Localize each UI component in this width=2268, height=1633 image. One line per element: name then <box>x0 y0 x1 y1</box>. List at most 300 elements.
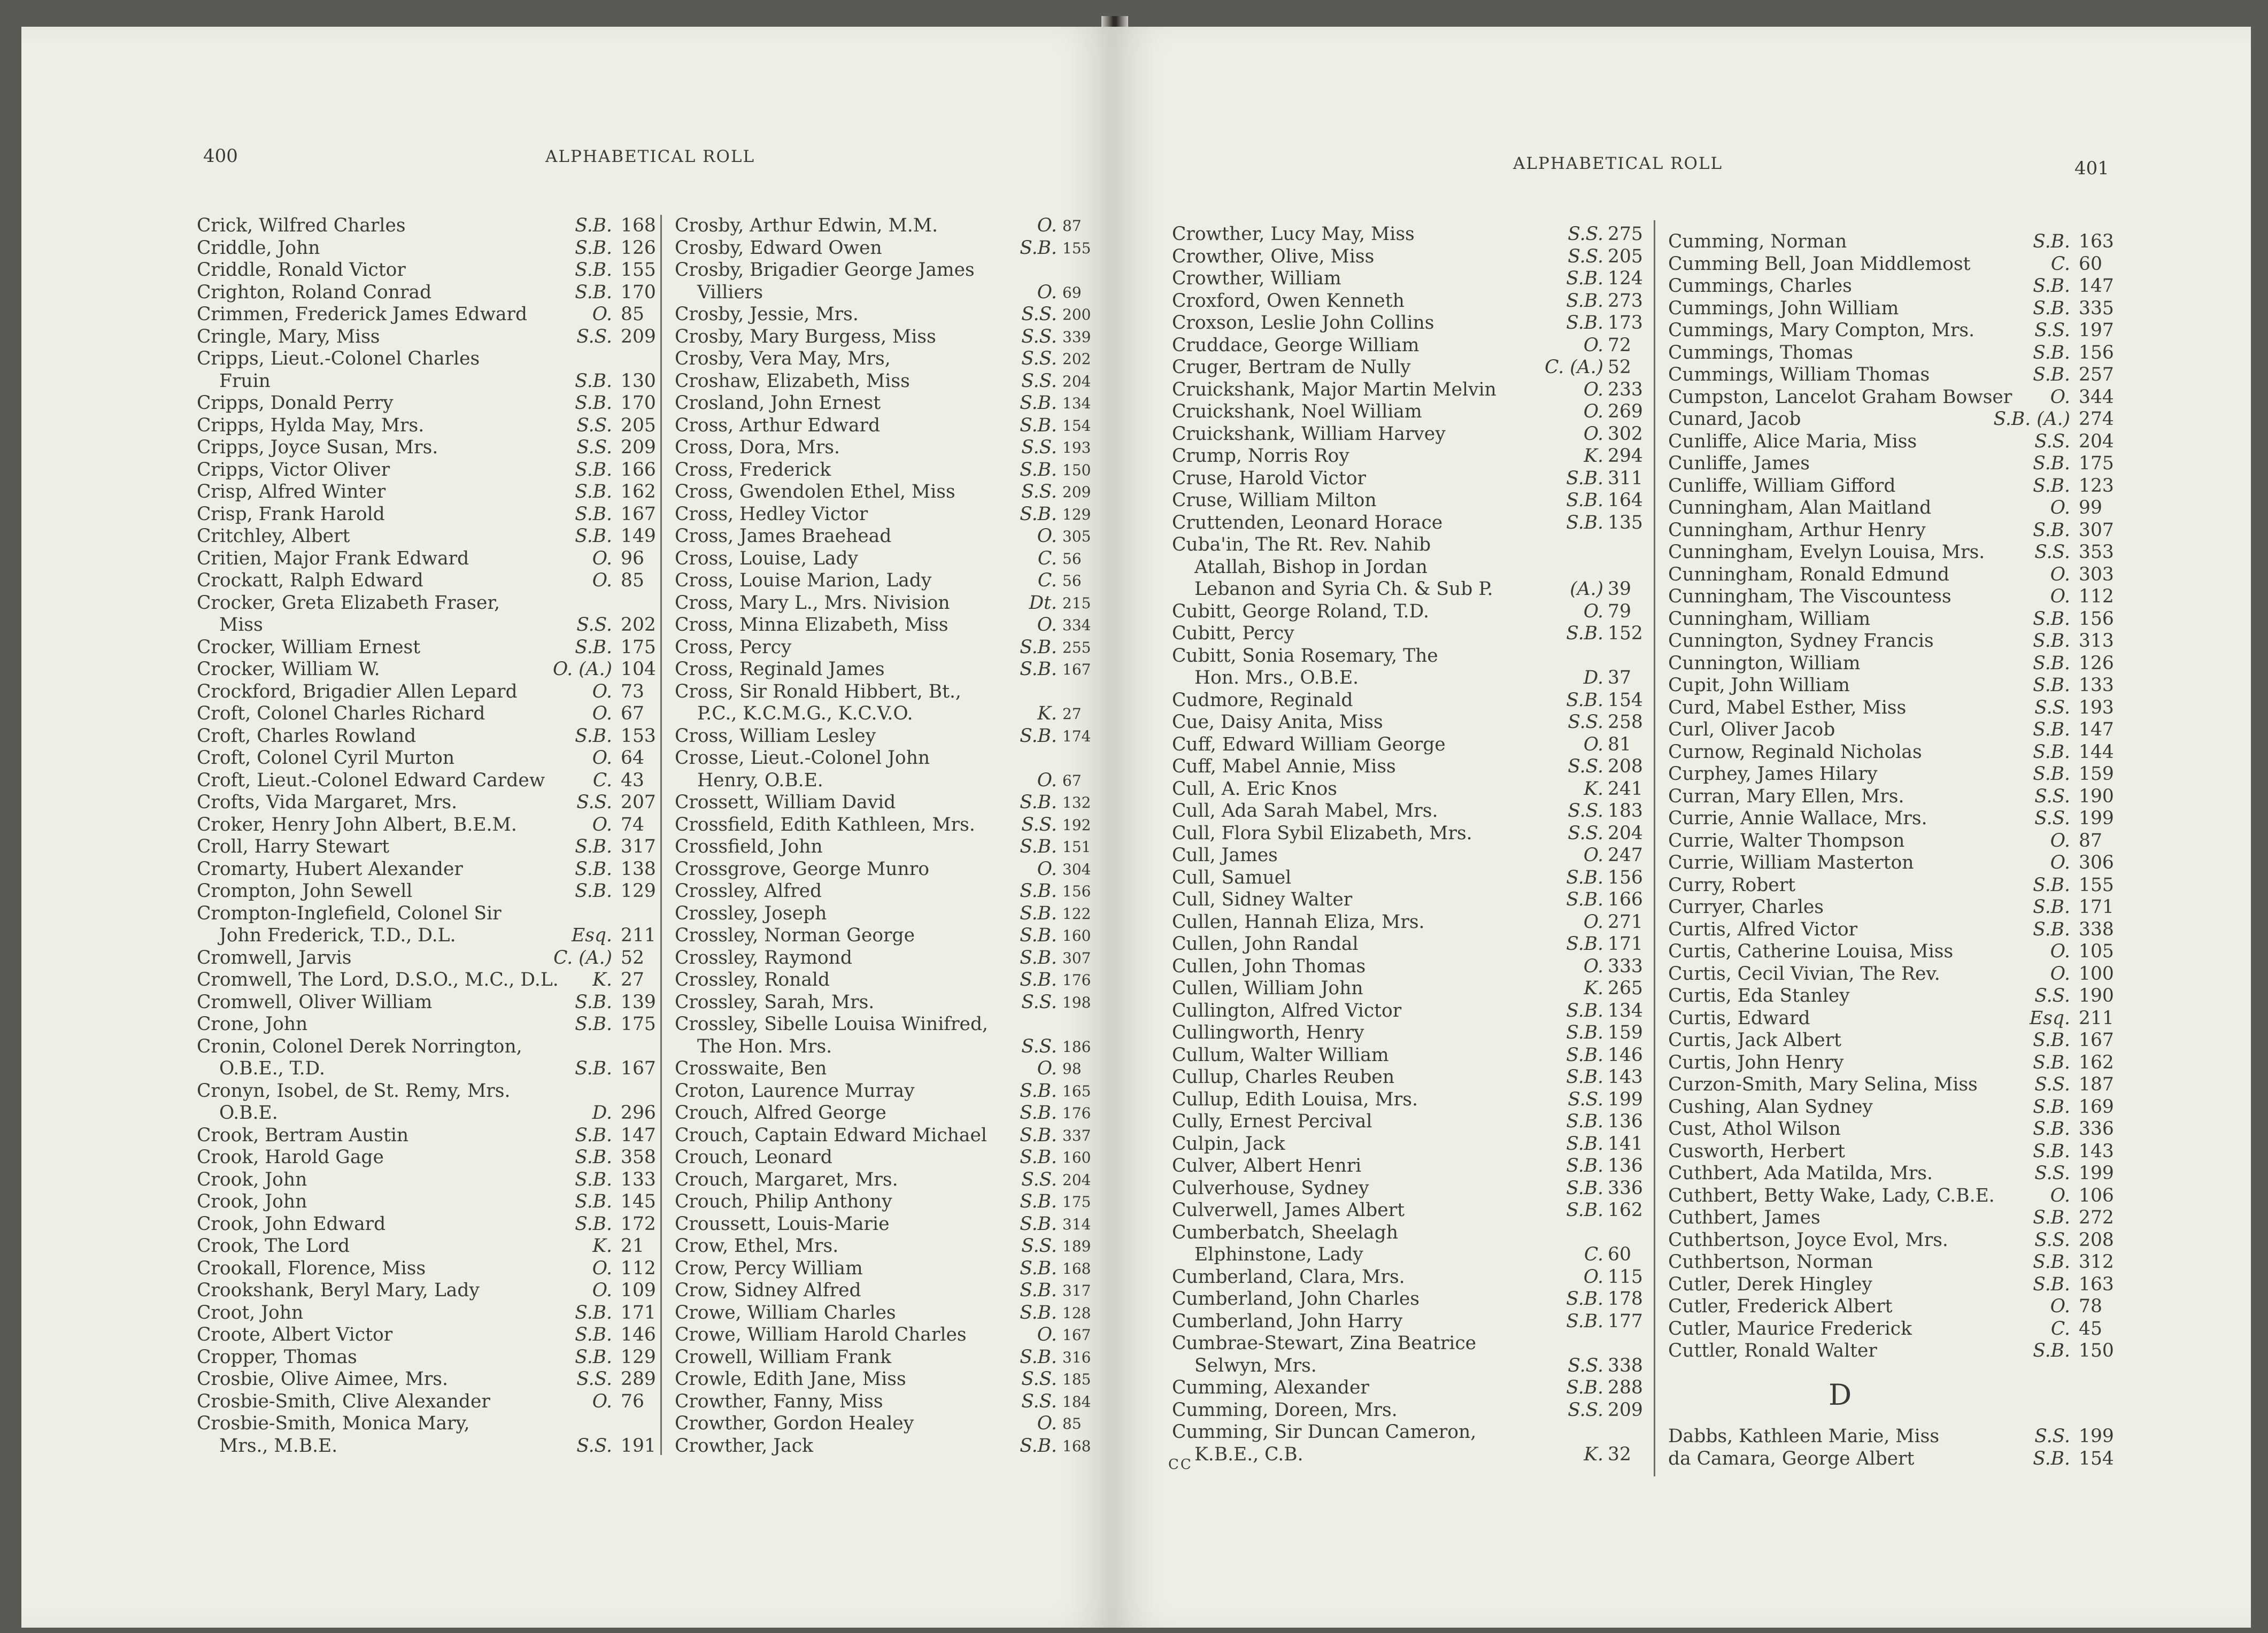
entry-page: 296 <box>621 1102 656 1124</box>
entry-page: 155 <box>2079 874 2114 896</box>
index-entry <box>197 1191 654 1213</box>
entry-name: Crookall, Florence, Miss <box>197 1257 426 1279</box>
entry-page: 69 <box>1062 283 1082 301</box>
entry-name: Cully, Ernest Percival <box>1172 1111 1372 1132</box>
index-entry <box>1668 852 2112 874</box>
entry-page: 271 <box>1608 911 1643 933</box>
entry-class: S.S. <box>1568 1355 1603 1376</box>
entry-name: Crosby, Arthur Edwin, M.M. <box>675 215 938 236</box>
entry-page: 163 <box>2079 231 2114 252</box>
entry-page: 257 <box>2079 364 2114 385</box>
entry-class: S.B. <box>575 237 612 259</box>
entry-class: S.B. <box>1020 969 1057 990</box>
index-entry <box>675 326 1094 349</box>
entry-class: O. <box>2050 830 2070 852</box>
entry-name: Critchley, Albert <box>197 525 350 547</box>
entry-page: 167 <box>621 1058 656 1079</box>
entry-page: 52 <box>621 947 644 969</box>
entry-name: Crossley, Raymond <box>675 947 852 969</box>
entry-class: S.B. <box>1020 1080 1057 1102</box>
entry-class: S.S. <box>1568 800 1603 822</box>
entry-page: 334 <box>1062 616 1091 634</box>
entry-class: S.B. <box>1020 1257 1057 1279</box>
index-entry <box>675 481 1094 504</box>
entry-page: 32 <box>1608 1443 1631 1465</box>
entry-page: 307 <box>1062 949 1091 967</box>
entry-page: 174 <box>1062 727 1091 745</box>
entry-class: S.S. <box>1021 304 1057 325</box>
entry-class: O. (A.) <box>553 659 612 680</box>
index-entry <box>1668 653 2112 675</box>
entry-page: 289 <box>621 1368 656 1390</box>
entry-class: S.B. <box>1566 933 1603 955</box>
entry-continuation <box>197 1435 654 1458</box>
entry-name: Cunliffe, James <box>1668 453 1810 474</box>
entry-class: O. <box>1583 845 1603 866</box>
entry-name: Atallah, Bishop in Jordan <box>1194 556 1428 578</box>
entry-page: 128 <box>1062 1304 1091 1322</box>
entry-name: Culver, Albert Henri <box>1172 1155 1362 1177</box>
entry-name: Cupit, John William <box>1668 675 1850 696</box>
entry-name: Cummings, Charles <box>1668 275 1852 297</box>
index-entry <box>1668 1340 2112 1363</box>
entry-name: Cross, Louise, Lady <box>675 547 859 569</box>
entry-name: Crossgrove, George Munro <box>675 858 929 880</box>
entry-name: Cromwell, The Lord, D.S.O., M.C., D.L. <box>197 969 559 990</box>
entry-continuation <box>675 1036 1094 1058</box>
entry-class: S.B. <box>1020 659 1057 680</box>
entry-name: Croxford, Owen Kenneth <box>1172 290 1405 312</box>
entry-class: S.S. <box>1568 711 1603 733</box>
entry-name: Hon. Mrs., O.B.E. <box>1194 667 1359 688</box>
index-entry <box>197 525 654 548</box>
index-entry <box>197 459 654 482</box>
entry-name: Criddle, John <box>197 237 320 259</box>
entry-continuation <box>675 703 1094 725</box>
entry-name: Cruickshank, Major Martin Melvin <box>1172 378 1496 400</box>
entry-class: O. <box>592 814 612 835</box>
index-entry <box>197 1235 654 1258</box>
entry-page: 255 <box>1062 638 1091 656</box>
entry-page: 193 <box>1062 439 1091 456</box>
index-entry <box>197 548 654 570</box>
entry-name: Cull, Samuel <box>1172 866 1292 888</box>
index-entry <box>675 592 1094 615</box>
entry-class: S.B. <box>1020 459 1057 481</box>
entry-class: S.S. <box>1021 370 1057 392</box>
entry-name: Crowe, William Harold Charles <box>675 1324 967 1345</box>
entry-name: Lebanon and Syria Ch. & Sub P. <box>1194 578 1493 600</box>
entry-class: S.S. <box>576 414 612 436</box>
entry-class: K. <box>1584 445 1603 467</box>
index-entry <box>675 969 1094 992</box>
entry-page: 207 <box>621 792 656 813</box>
index-entry <box>1668 1251 2112 1274</box>
entry-page: 169 <box>2079 1096 2114 1118</box>
entry-page: 85 <box>621 304 644 325</box>
entry-name: Cross, Arthur Edward <box>675 414 881 436</box>
entry-page: 306 <box>2079 852 2114 873</box>
entry-page: 56 <box>1062 572 1082 590</box>
index-entry <box>197 282 654 304</box>
entry-class: O. <box>1583 911 1603 933</box>
entry-class: O. <box>1037 1058 1057 1079</box>
entry-class: S.B. <box>575 1013 612 1035</box>
entry-page: 215 <box>1062 594 1091 612</box>
entry-name: Crow, Percy William <box>675 1257 863 1279</box>
entry-class: K. <box>1584 1443 1603 1465</box>
entry-name: Cummings, William Thomas <box>1668 364 1930 385</box>
entry-class: S.B. <box>1020 1346 1057 1368</box>
entry-page: 338 <box>2079 918 2114 940</box>
index-entry <box>197 703 654 725</box>
entry-page: 99 <box>2079 497 2102 518</box>
entry-page: 135 <box>1608 512 1643 533</box>
right-page <box>1112 27 2251 1628</box>
entry-class: O. <box>2050 1296 2070 1317</box>
index-entry <box>197 437 654 459</box>
entry-class: S.B. <box>1566 1310 1603 1332</box>
entry-name: Crouch, Alfred George <box>675 1102 886 1124</box>
entry-class: S.B. <box>575 1058 612 1079</box>
index-entry <box>197 969 654 992</box>
index-entry <box>1668 786 2112 808</box>
entry-page: 163 <box>2079 1273 2114 1295</box>
entry-page: 303 <box>2079 563 2114 585</box>
entry-class: S.B. <box>2033 297 2070 319</box>
entry-name: Crighton, Roland Conrad <box>197 281 432 303</box>
entry-class: S.B. <box>575 525 612 547</box>
entry-class: S.S. <box>576 326 612 347</box>
entry-page: 162 <box>2079 1051 2114 1073</box>
entry-name: Cullum, Walter William <box>1172 1044 1389 1066</box>
entry-page: 52 <box>1608 357 1631 378</box>
entry-name: Croton, Laurence Murray <box>675 1080 915 1102</box>
index-entry <box>1668 808 2112 830</box>
entry-name: Cull, Flora Sybil Elizabeth, Mrs. <box>1172 822 1472 844</box>
entry-page: 105 <box>2079 941 2114 962</box>
entry-page: 152 <box>1608 623 1643 644</box>
entry-class: S.B. <box>575 281 612 303</box>
entry-name: Cummings, Mary Compton, Mrs. <box>1668 320 1975 341</box>
index-entry <box>1668 253 2112 276</box>
entry-page: 96 <box>621 547 644 569</box>
entry-page: 205 <box>1608 245 1643 267</box>
index-entry <box>1172 357 1640 379</box>
index-entry <box>675 1302 1094 1325</box>
entry-page: 130 <box>621 370 656 392</box>
entry-page: 146 <box>1608 1044 1643 1066</box>
entry-class: S.B. <box>2033 896 2070 918</box>
entry-page: 202 <box>1062 350 1091 368</box>
entry-name: Curzon-Smith, Mary Selina, Miss <box>1668 1074 1978 1095</box>
entry-name: The Hon. Mrs. <box>697 1035 832 1057</box>
entry-name: Cumming, Sir Duncan Cameron, <box>1172 1421 1477 1443</box>
entry-name: Curnow, Reginald Nicholas <box>1668 741 1922 763</box>
index-entry <box>1668 1096 2112 1119</box>
entry-class: O. <box>2050 852 2070 873</box>
index-entry <box>675 814 1094 837</box>
index-entry <box>1668 985 2112 1008</box>
entry-name: Crossfield, John <box>675 836 823 857</box>
index-column-right-1 <box>1172 223 1643 1466</box>
entry-name: Cumberland, John Harry <box>1172 1310 1403 1332</box>
entry-page: 156 <box>1608 866 1643 888</box>
entry-name: Culverhouse, Sydney <box>1172 1177 1369 1199</box>
entry-name: Crowle, Edith Jane, Miss <box>675 1368 906 1390</box>
index-entry <box>675 1213 1094 1236</box>
entry-page: 141 <box>1608 1133 1643 1155</box>
entry-name: Elphinstone, Lady <box>1194 1244 1363 1265</box>
entry-name: Croxson, Leslie John Collins <box>1172 312 1434 334</box>
index-entry <box>197 747 654 770</box>
entry-class: S.B. <box>1566 512 1603 533</box>
entry-class: S.B. <box>2033 231 2070 252</box>
index-entry <box>197 237 654 260</box>
entry-page: 160 <box>1062 927 1091 945</box>
index-entry <box>197 770 654 792</box>
entry-page: 151 <box>1062 838 1091 856</box>
entry-name: Cutler, Maurice Frederick <box>1668 1318 1912 1340</box>
entry-page: 126 <box>2079 652 2114 674</box>
index-entry <box>1172 1133 1643 1156</box>
entry-page: 170 <box>621 281 656 303</box>
entry-class: S.B. <box>1020 1124 1057 1146</box>
entry-class: S.B. <box>2033 719 2070 740</box>
index-entry <box>197 1258 654 1280</box>
entry-continuation <box>675 770 1094 792</box>
index-entry <box>1668 941 2112 963</box>
entry-class: S.B. <box>1020 725 1057 747</box>
entry-page: 192 <box>1062 816 1091 834</box>
entry-name: Cutler, Derek Hingley <box>1668 1273 1872 1295</box>
index-entry <box>1668 1052 2112 1074</box>
entry-page: 339 <box>1062 328 1091 346</box>
entry-class: S.B. <box>1566 623 1603 644</box>
index-entry <box>1668 675 2112 697</box>
entry-page: 185 <box>1062 1371 1091 1388</box>
entry-class: K. <box>1037 703 1057 724</box>
index-entry <box>1172 490 1643 512</box>
index-entry <box>197 880 654 903</box>
entry-class: O. <box>2050 1185 2070 1206</box>
index-entry <box>675 1191 1094 1213</box>
index-entry <box>1172 378 1643 401</box>
entry-name: Cunningham, Evelyn Louisa, Mrs. <box>1668 541 1985 563</box>
index-entry <box>197 659 654 681</box>
entry-class: S.B. (A.) <box>1993 408 2070 430</box>
entry-page: 72 <box>1608 334 1631 356</box>
entry-class: S.B. <box>2033 1118 2070 1140</box>
entry-class: S.B. <box>2033 275 2070 297</box>
index-entry <box>1172 955 1643 978</box>
entry-class: S.B. <box>575 259 612 281</box>
entry-class: Esq. <box>2030 1007 2070 1029</box>
entry-class: S.B. <box>2033 1051 2070 1073</box>
entry-page: 272 <box>2079 1207 2114 1228</box>
entry-page: 265 <box>1608 978 1643 999</box>
entry-class: S.B. <box>1566 467 1603 489</box>
entry-name: Cuthbert, Betty Wake, Lady, C.B.E. <box>1668 1185 1995 1206</box>
entry-class: S.S. <box>2034 985 2070 1007</box>
entry-class: S.S. <box>576 792 612 813</box>
entry-name: Crossley, Sarah, Mrs. <box>675 991 875 1013</box>
entry-class: S.B. <box>1020 925 1057 946</box>
entry-class: O. <box>1583 955 1603 977</box>
entry-class: S.B. <box>1566 1111 1603 1132</box>
entry-name: Cubitt, Sonia Rosemary, The <box>1172 645 1438 667</box>
entry-class: S.B. <box>575 1191 612 1212</box>
entry-class: S.S. <box>2034 696 2070 718</box>
entry-class: S.S. <box>576 1435 612 1457</box>
entry-page: 154 <box>1062 416 1091 435</box>
entry-name: Crossley, Norman George <box>675 925 915 946</box>
index-entry <box>197 1391 654 1413</box>
entry-class: O. <box>1037 215 1057 236</box>
entry-class: S.S. <box>1021 1035 1057 1057</box>
index-entry <box>675 1147 1094 1169</box>
entry-name: Crow, Sidney Alfred <box>675 1280 861 1301</box>
entry-class: O. <box>592 1280 612 1301</box>
entry-name: Selwyn, Mrs. <box>1194 1355 1317 1376</box>
entry-continuation <box>197 614 654 637</box>
index-entry <box>1172 1044 1643 1067</box>
entry-page: 143 <box>2079 1140 2114 1162</box>
entry-name: Croft, Colonel Cyril Murton <box>197 747 455 769</box>
entry-name: Curl, Oliver Jacob <box>1668 719 1835 740</box>
index-entry <box>1668 320 2112 342</box>
entry-class: S.B. <box>1566 1288 1603 1310</box>
index-column-right-2-d <box>1668 1426 2112 1470</box>
page-number: 401 <box>2074 158 2109 179</box>
entry-page: 333 <box>1608 955 1643 977</box>
entry-page: 358 <box>621 1147 656 1168</box>
entry-page: 187 <box>2079 1074 2114 1095</box>
entry-class: S.B. <box>1566 268 1603 289</box>
entry-class: S.B. <box>2033 1030 2070 1051</box>
entry-page: 81 <box>1608 733 1631 755</box>
entry-name: Crowther, Gordon Healey <box>675 1413 914 1434</box>
index-entry <box>1172 245 1643 268</box>
entry-name: Crossley, Ronald <box>675 969 830 990</box>
entry-name: Cusworth, Herbert <box>1668 1140 1845 1162</box>
index-entry <box>675 1435 1094 1458</box>
index-entry <box>1668 1008 2112 1030</box>
entry-page: 336 <box>1608 1177 1643 1199</box>
index-entry <box>1172 401 1643 423</box>
entry-page: 112 <box>2079 586 2114 607</box>
index-entry <box>1668 1207 2112 1229</box>
index-entry <box>1172 423 1643 446</box>
entry-name: Cust, Athol Wilson <box>1668 1118 1841 1140</box>
entry-class: S.B. <box>1566 1377 1603 1398</box>
entry-page: 189 <box>1062 1237 1091 1255</box>
entry-page: 209 <box>1608 1399 1643 1421</box>
entry-page: 154 <box>1608 689 1643 711</box>
entry-name: Croft, Charles Rowland <box>197 725 416 747</box>
index-entry <box>675 1013 1094 1036</box>
index-entry <box>675 459 1094 482</box>
index-entry <box>1668 408 2112 431</box>
entry-name: Cull, Sidney Walter <box>1172 889 1353 910</box>
entry-page: 209 <box>1062 483 1091 501</box>
entry-page: 307 <box>2079 519 2114 541</box>
entry-page: 150 <box>2079 1340 2114 1361</box>
index-entry <box>1668 586 2112 608</box>
entry-name: Cullen, Hannah Eliza, Mrs. <box>1172 911 1425 933</box>
entry-name: Curd, Mabel Esther, Miss <box>1668 696 1907 718</box>
entry-name: Henry, O.B.E. <box>697 769 823 791</box>
entry-class: S.B. <box>1020 1302 1057 1324</box>
index-entry <box>1172 933 1643 956</box>
entry-name: Cubitt, Percy <box>1172 623 1294 644</box>
entry-class: S.B. <box>1020 880 1057 902</box>
index-entry <box>197 259 654 282</box>
entry-name: Crosby, Edward Owen <box>675 237 882 259</box>
entry-name: Cumberbatch, Sheelagh <box>1172 1221 1398 1243</box>
entry-class: S.B. <box>1020 503 1057 525</box>
entry-page: 304 <box>1062 860 1091 878</box>
entry-name: Crowell, William Frank <box>675 1346 891 1368</box>
entry-name: Cunard, Jacob <box>1668 408 1801 430</box>
entry-name: Crone, John <box>197 1013 308 1035</box>
entry-name: Crosby, Brigadier George James <box>675 259 975 281</box>
entry-page: 129 <box>621 880 656 902</box>
entry-class: O. <box>2050 963 2070 985</box>
index-entry <box>1668 763 2112 786</box>
entry-class: S.B. <box>1020 414 1057 436</box>
entry-name: Crofts, Vida Margaret, Mrs. <box>197 792 458 813</box>
entry-name: Cummings, John William <box>1668 297 1899 319</box>
column-divider <box>660 215 662 1455</box>
entry-name: Cross, Percy <box>675 636 792 658</box>
index-entry <box>675 1324 1094 1346</box>
entry-page: 338 <box>1608 1355 1643 1376</box>
entry-page: 149 <box>621 525 656 547</box>
entry-name: Crosbie-Smith, Clive Alexander <box>197 1390 490 1412</box>
entry-name: Cutler, Frederick Albert <box>1668 1296 1893 1317</box>
entry-name: Critien, Major Frank Edward <box>197 547 469 569</box>
entry-page: 87 <box>1062 217 1082 235</box>
entry-name: Cumming, Doreen, Mrs. <box>1172 1399 1398 1421</box>
entry-class: S.B. <box>1020 237 1057 259</box>
entry-page: 155 <box>621 259 656 281</box>
entry-page: 211 <box>621 925 656 946</box>
entry-class: S.S. <box>576 1368 612 1390</box>
entry-name: Croussett, Louis-Marie <box>675 1213 890 1235</box>
entry-name: Cumpston, Lancelot Graham Bowser <box>1668 386 2012 408</box>
entry-continuation <box>197 370 654 393</box>
index-entry <box>675 1280 1094 1302</box>
entry-name: Mrs., M.B.E. <box>219 1435 338 1457</box>
entry-name: Crook, The Lord <box>197 1235 350 1257</box>
index-entry <box>675 570 1094 592</box>
index-entry <box>1668 1274 2112 1296</box>
entry-name: Cruickshank, William Harvey <box>1172 423 1446 445</box>
index-entry <box>1172 534 1640 556</box>
entry-class: S.B. <box>1566 1022 1603 1043</box>
entry-page: 167 <box>2079 1030 2114 1051</box>
entry-class: S.B. <box>1566 1000 1603 1021</box>
entry-class: S.S. <box>2034 1074 2070 1095</box>
entry-page: 156 <box>2079 342 2114 363</box>
entry-class: S.B. <box>575 459 612 481</box>
entry-name: Cruse, William Milton <box>1172 490 1377 511</box>
entry-page: 87 <box>2079 830 2102 852</box>
index-entry <box>1172 1155 1643 1178</box>
entry-class: Dt. <box>1029 592 1057 614</box>
entry-name: Crosbie, Olive Aimee, Mrs. <box>197 1368 448 1390</box>
